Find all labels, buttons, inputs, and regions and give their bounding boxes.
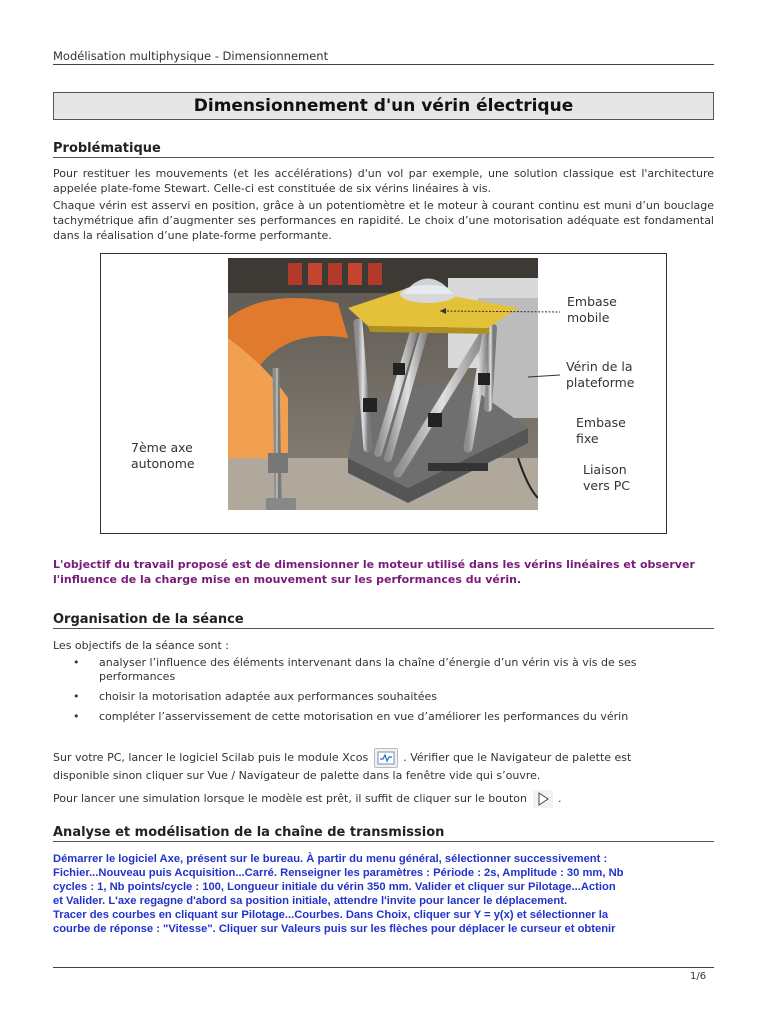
section-rule: [53, 628, 714, 629]
page-number: 1/6: [690, 971, 707, 982]
label-verin: Vérin de la plateforme: [566, 359, 635, 390]
footer-rule: [53, 967, 714, 968]
header-rule: [53, 64, 714, 65]
running-header: Modélisation multiphysique - Dimensionnement: [53, 49, 329, 63]
label-embase-fixe: Embase fixe: [576, 415, 626, 446]
paragraph: Pour lancer une simulation lorsque le modèle est prêt, il suffit de cliquer sur le bouton .: [53, 790, 714, 808]
paragraph: disponible sinon cliquer sur Vue / Navigateur de palette dans la fenêtre vide qui s’ouvre.: [53, 769, 541, 782]
xcos-icon: [374, 748, 398, 768]
section-rule: [53, 841, 714, 842]
paragraph: Les objectifs de la séance sont :: [53, 639, 229, 652]
paragraph: Chaque vérin est asservi en position, grâce à un potentiomètre et le moteur à courant continu est muni d’un bouclage tachymétrique afin d’augmenter ses performances en rapidité. Le choix d’une motorisation adéquate est fondamental dans la réalisation d’une plate-forme performante.: [53, 199, 714, 242]
list-item: • choisir la motorisation adaptée aux performances souhaitées: [73, 690, 713, 704]
play-icon: [533, 790, 553, 808]
list-item: • compléter l’asservissement de cette motorisation en vue d’améliorer les performances du vérin: [73, 710, 713, 724]
figure-leader-lines: [440, 300, 570, 390]
section-title-analyse: Analyse et modélisation de la chaîne de transmission: [53, 825, 445, 840]
label-embase-mobile: Embase mobile: [567, 294, 617, 325]
objectives-list: [73, 656, 713, 730]
paragraph: Sur votre PC, lancer le logiciel Scilab puis le module Xcos . Vérifier que le Navigateur de palette est: [53, 748, 714, 768]
document-title: Dimensionnement d'un vérin électrique: [53, 92, 714, 120]
section-title-problematique: Problématique: [53, 141, 161, 156]
list-item: • analyser l’influence des éléments intervenant dans la chaîne d’énergie d’un vérin vis à vis de ses performances: [73, 656, 713, 684]
section-title-organisation: Organisation de la séance: [53, 612, 244, 627]
objective-text: L'objectif du travail proposé est de dimensionner le moteur utilisé dans les vérins linéaires et observer l'influence de la charge mise en mouvement sur les performances du vérin.: [53, 558, 695, 586]
instructions-text: Démarrer le logiciel Axe, présent sur le bureau. À partir du menu général, sélectionner successivement : Fichier...Nouveau puis Acquisition...Carré. Renseigner les paramètres : Période : 2s, Amplitude : 30 mm, Nb cycles : 1, Nb points/cycle : 100, Longueur initiale du vérin 350 mm. Valider et cliquer sur Pilotage...Action et Valider. L'axe regagne d'abord sa position initiale, attendre l'invite pour lancer le déplacement. Tracer des courbes en cliquant sur Pilotage...Courbes. Dans Choix, cliquer sur Y = y(x) et sélectionner la courbe de réponse : "Vitesse". Cliquer sur Valeurs puis sur les flèches pour déplacer le curseur et obtenir: [53, 853, 624, 935]
section-rule: [53, 157, 714, 158]
label-liaison: Liaison vers PC: [583, 462, 630, 493]
label-7eme-axe: 7ème axe autonome: [131, 440, 195, 471]
paragraph: Pour restituer les mouvements (et les accélérations) d'un vol par exemple, une solution classique est l'architecture appelée plate-fome Stewart. Celle-ci est constituée de six vérins linéaires à vis.: [53, 167, 714, 195]
